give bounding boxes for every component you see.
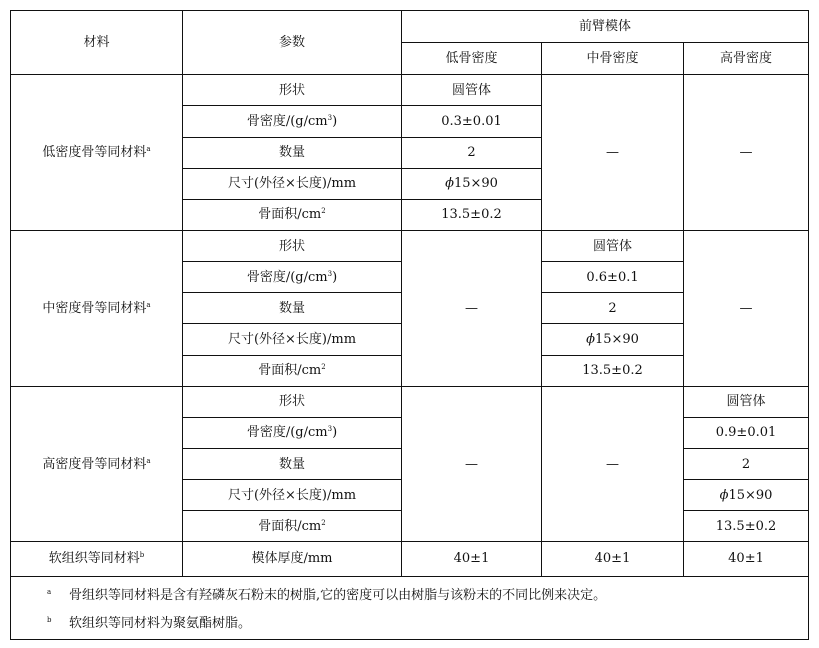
table-row: [11, 230, 809, 261]
header-high-density: 高骨密度: [684, 43, 809, 75]
param-cell: 尺寸(外径×长度)/mm: [183, 480, 402, 511]
value-cell: 圆管体: [684, 386, 809, 417]
param-cell: 骨密度$/(g/cm^3)$: [183, 417, 402, 448]
param-cell: 模体厚度/mm: [183, 542, 402, 576]
material-cell: 软组织等同材料$^b$: [11, 542, 183, 576]
param-cell: 数量: [183, 293, 402, 324]
footnotes-cell: [11, 576, 809, 639]
param-cell: 形状: [183, 75, 402, 106]
param-cell: 尺寸(外径×长度)/mm: [183, 324, 402, 355]
param-cell: 尺寸(外径×长度)/mm: [183, 168, 402, 199]
material-cell: 中密度骨等同材料$^a$: [11, 230, 183, 386]
dash-cell: —: [684, 75, 809, 231]
footnotes-row: [11, 576, 809, 639]
param-cell: 骨面积$/cm^2$: [183, 199, 402, 230]
param-cell: 形状: [183, 386, 402, 417]
dash-cell: —: [402, 386, 542, 542]
value-cell: 40±1: [402, 542, 542, 576]
dash-cell: —: [402, 230, 542, 386]
value-cell: 0.3±0.01: [402, 106, 542, 137]
param-cell: 数量: [183, 137, 402, 168]
header-forearm-phantom: 前臂模体: [402, 11, 809, 43]
table-row: [11, 75, 809, 106]
dash-cell: —: [542, 386, 684, 542]
value-cell: 2: [542, 293, 684, 324]
param-cell: 数量: [183, 448, 402, 479]
soft-tissue-row: [11, 542, 809, 576]
material-cell: 低密度骨等同材料$^a$: [11, 75, 183, 231]
header-parameter: 参数: [183, 11, 402, 75]
param-cell: 骨面积$/cm^2$: [183, 355, 402, 386]
param-cell: 骨密度$/(g/cm^3)$: [183, 262, 402, 293]
dash-cell: —: [542, 75, 684, 231]
value-cell: 0.6±0.1: [542, 262, 684, 293]
param-cell: 形状: [183, 230, 402, 261]
header-material: 材料: [11, 11, 183, 75]
footnote-a: a 骨组织等同材料是含有羟磷灰石粉末的树脂,它的密度可以由树脂与该粉末的不同比例来决定。: [47, 587, 607, 603]
value-cell: 13.5±0.2: [542, 355, 684, 386]
value-cell: ϕ15×90: [684, 480, 809, 511]
header-mid-density: 中骨密度: [542, 43, 684, 75]
header-low-density: 低骨密度: [402, 43, 542, 75]
value-cell: 40±1: [684, 542, 809, 576]
value-cell: 13.5±0.2: [402, 199, 542, 230]
phantom-spec-table: [10, 10, 809, 640]
param-cell: 骨面积$/cm^2$: [183, 511, 402, 542]
param-cell: 骨密度$/(g/cm^3)$: [183, 106, 402, 137]
value-cell: 圆管体: [402, 75, 542, 106]
footnote-b: b 软组织等同材料为聚氨酯树脂。: [47, 615, 252, 631]
value-cell: 2: [684, 448, 809, 479]
value-cell: 2: [402, 137, 542, 168]
value-cell: ϕ15×90: [402, 168, 542, 199]
value-cell: 圆管体: [542, 230, 684, 261]
dash-cell: —: [684, 230, 809, 386]
table-row: [11, 386, 809, 417]
value-cell: ϕ15×90: [542, 324, 684, 355]
material-cell: 高密度骨等同材料$^a$: [11, 386, 183, 542]
value-cell: 0.9±0.01: [684, 417, 809, 448]
value-cell: 13.5±0.2: [684, 511, 809, 542]
value-cell: 40±1: [542, 542, 684, 576]
header-row-1: [11, 11, 809, 43]
